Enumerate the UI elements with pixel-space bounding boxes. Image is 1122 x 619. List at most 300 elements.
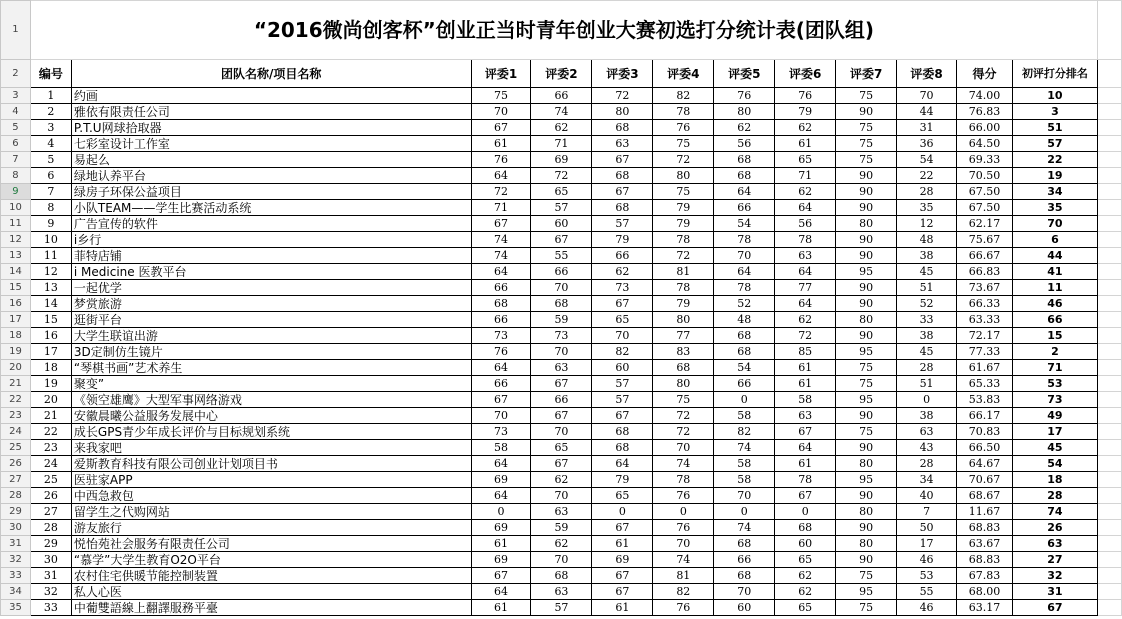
row-header[interactable]: 25 bbox=[1, 440, 31, 456]
cell-judge-5[interactable]: 0 bbox=[714, 504, 775, 520]
cell-rank[interactable]: 3 bbox=[1012, 104, 1097, 120]
cell-judge-6[interactable]: 76 bbox=[775, 88, 836, 104]
cell-judge-6[interactable]: 62 bbox=[775, 584, 836, 600]
cell-judge-5[interactable]: 52 bbox=[714, 296, 775, 312]
cell-judge-8[interactable]: 22 bbox=[897, 168, 957, 184]
cell-judge-6[interactable]: 60 bbox=[775, 536, 836, 552]
cell-id[interactable]: 12 bbox=[30, 264, 71, 280]
cell-judge-1[interactable]: 76 bbox=[471, 152, 531, 168]
cell-judge-4[interactable]: 76 bbox=[653, 120, 714, 136]
cell-score[interactable]: 69.33 bbox=[957, 152, 1013, 168]
empty-cell[interactable] bbox=[1097, 248, 1121, 264]
cell-judge-4[interactable]: 72 bbox=[653, 408, 714, 424]
cell-judge-5[interactable]: 76 bbox=[714, 88, 775, 104]
cell-judge-5[interactable]: 70 bbox=[714, 584, 775, 600]
cell-judge-2[interactable]: 67 bbox=[531, 376, 592, 392]
cell-judge-5[interactable]: 60 bbox=[714, 600, 775, 616]
cell-judge-8[interactable]: 54 bbox=[897, 152, 957, 168]
cell-judge-1[interactable]: 64 bbox=[471, 488, 531, 504]
cell-score[interactable]: 53.83 bbox=[957, 392, 1013, 408]
cell-id[interactable]: 13 bbox=[30, 280, 71, 296]
row-header[interactable]: 19 bbox=[1, 344, 31, 360]
cell-judge-2[interactable]: 62 bbox=[531, 536, 592, 552]
cell-id[interactable]: 10 bbox=[30, 232, 71, 248]
cell-score[interactable]: 63.33 bbox=[957, 312, 1013, 328]
cell-id[interactable]: 23 bbox=[30, 440, 71, 456]
cell-judge-4[interactable]: 82 bbox=[653, 584, 714, 600]
cell-judge-4[interactable]: 80 bbox=[653, 376, 714, 392]
cell-judge-3[interactable]: 67 bbox=[592, 568, 653, 584]
cell-score[interactable]: 66.50 bbox=[957, 440, 1013, 456]
cell-judge-2[interactable]: 63 bbox=[531, 504, 592, 520]
cell-score[interactable]: 65.33 bbox=[957, 376, 1013, 392]
cell-judge-4[interactable]: 81 bbox=[653, 568, 714, 584]
cell-judge-3[interactable]: 68 bbox=[592, 200, 653, 216]
cell-judge-5[interactable]: 68 bbox=[714, 152, 775, 168]
cell-judge-1[interactable]: 73 bbox=[471, 328, 531, 344]
cell-judge-4[interactable]: 81 bbox=[653, 264, 714, 280]
column-header-judge-7[interactable]: 评委7 bbox=[836, 60, 897, 88]
cell-judge-6[interactable]: 62 bbox=[775, 568, 836, 584]
cell-judge-4[interactable]: 78 bbox=[653, 104, 714, 120]
cell-judge-3[interactable]: 69 bbox=[592, 552, 653, 568]
cell-rank[interactable]: 45 bbox=[1012, 440, 1097, 456]
cell-judge-8[interactable]: 53 bbox=[897, 568, 957, 584]
cell-judge-8[interactable]: 40 bbox=[897, 488, 957, 504]
cell-judge-1[interactable]: 74 bbox=[471, 232, 531, 248]
cell-judge-8[interactable]: 28 bbox=[897, 456, 957, 472]
cell-id[interactable]: 7 bbox=[30, 184, 71, 200]
row-header[interactable]: 15 bbox=[1, 280, 31, 296]
empty-cell[interactable] bbox=[1097, 568, 1121, 584]
cell-judge-1[interactable]: 76 bbox=[471, 344, 531, 360]
cell-judge-1[interactable]: 70 bbox=[471, 408, 531, 424]
cell-judge-3[interactable]: 64 bbox=[592, 456, 653, 472]
row-header[interactable]: 17 bbox=[1, 312, 31, 328]
row-header[interactable]: 20 bbox=[1, 360, 31, 376]
cell-judge-3[interactable]: 72 bbox=[592, 88, 653, 104]
cell-rank[interactable]: 63 bbox=[1012, 536, 1097, 552]
cell-judge-8[interactable]: 52 bbox=[897, 296, 957, 312]
cell-judge-6[interactable]: 61 bbox=[775, 360, 836, 376]
cell-judge-7[interactable]: 80 bbox=[836, 536, 897, 552]
cell-id[interactable]: 2 bbox=[30, 104, 71, 120]
cell-judge-7[interactable]: 95 bbox=[836, 264, 897, 280]
cell-judge-7[interactable]: 90 bbox=[836, 552, 897, 568]
cell-judge-2[interactable]: 55 bbox=[531, 248, 592, 264]
cell-rank[interactable]: 28 bbox=[1012, 488, 1097, 504]
cell-judge-1[interactable]: 58 bbox=[471, 440, 531, 456]
cell-judge-3[interactable]: 80 bbox=[592, 104, 653, 120]
empty-cell[interactable] bbox=[1097, 520, 1121, 536]
cell-judge-1[interactable]: 68 bbox=[471, 296, 531, 312]
cell-judge-1[interactable]: 69 bbox=[471, 552, 531, 568]
cell-judge-2[interactable]: 67 bbox=[531, 232, 592, 248]
cell-judge-3[interactable]: 79 bbox=[592, 232, 653, 248]
empty-cell[interactable] bbox=[1097, 440, 1121, 456]
cell-judge-3[interactable]: 57 bbox=[592, 216, 653, 232]
empty-cell[interactable] bbox=[1097, 424, 1121, 440]
cell-judge-8[interactable]: 45 bbox=[897, 344, 957, 360]
cell-judge-5[interactable]: 68 bbox=[714, 536, 775, 552]
cell-rank[interactable]: 17 bbox=[1012, 424, 1097, 440]
cell-judge-4[interactable]: 80 bbox=[653, 168, 714, 184]
cell-judge-8[interactable]: 45 bbox=[897, 264, 957, 280]
cell-judge-7[interactable]: 95 bbox=[836, 584, 897, 600]
cell-judge-3[interactable]: 0 bbox=[592, 504, 653, 520]
cell-score[interactable]: 68.67 bbox=[957, 488, 1013, 504]
cell-team-name[interactable]: 七彩室设计工作室 bbox=[71, 136, 471, 152]
cell-judge-6[interactable]: 62 bbox=[775, 312, 836, 328]
cell-judge-1[interactable]: 64 bbox=[471, 264, 531, 280]
row-header[interactable]: 27 bbox=[1, 472, 31, 488]
cell-judge-1[interactable]: 66 bbox=[471, 280, 531, 296]
empty-cell[interactable] bbox=[1097, 584, 1121, 600]
cell-id[interactable]: 5 bbox=[30, 152, 71, 168]
cell-score[interactable]: 67.50 bbox=[957, 184, 1013, 200]
cell-judge-1[interactable]: 75 bbox=[471, 88, 531, 104]
empty-cell[interactable] bbox=[1097, 312, 1121, 328]
cell-judge-7[interactable]: 75 bbox=[836, 88, 897, 104]
cell-judge-4[interactable]: 80 bbox=[653, 312, 714, 328]
cell-judge-8[interactable]: 51 bbox=[897, 280, 957, 296]
cell-judge-5[interactable]: 58 bbox=[714, 472, 775, 488]
cell-judge-2[interactable]: 62 bbox=[531, 472, 592, 488]
cell-judge-1[interactable]: 67 bbox=[471, 120, 531, 136]
cell-judge-3[interactable]: 61 bbox=[592, 600, 653, 616]
cell-id[interactable]: 18 bbox=[30, 360, 71, 376]
row-header[interactable]: 14 bbox=[1, 264, 31, 280]
cell-score[interactable]: 67.83 bbox=[957, 568, 1013, 584]
row-header[interactable]: 10 bbox=[1, 200, 31, 216]
cell-judge-8[interactable]: 38 bbox=[897, 248, 957, 264]
cell-judge-4[interactable]: 78 bbox=[653, 472, 714, 488]
cell-judge-3[interactable]: 62 bbox=[592, 264, 653, 280]
empty-cell[interactable] bbox=[1097, 136, 1121, 152]
cell-judge-3[interactable]: 57 bbox=[592, 392, 653, 408]
cell-judge-1[interactable]: 70 bbox=[471, 104, 531, 120]
cell-team-name[interactable]: “慕学”大学生教育O2O平台 bbox=[71, 552, 471, 568]
cell-team-name[interactable]: 一起优学 bbox=[71, 280, 471, 296]
empty-cell[interactable] bbox=[1097, 120, 1121, 136]
empty-cell[interactable] bbox=[1097, 60, 1121, 88]
cell-team-name[interactable]: 绿房子环保公益项目 bbox=[71, 184, 471, 200]
cell-id[interactable]: 31 bbox=[30, 568, 71, 584]
cell-rank[interactable]: 57 bbox=[1012, 136, 1097, 152]
cell-judge-4[interactable]: 76 bbox=[653, 520, 714, 536]
cell-team-name[interactable]: 聚变” bbox=[71, 376, 471, 392]
cell-rank[interactable]: 66 bbox=[1012, 312, 1097, 328]
cell-judge-4[interactable]: 77 bbox=[653, 328, 714, 344]
cell-team-name[interactable]: 农村住宅供暖节能控制装置 bbox=[71, 568, 471, 584]
cell-id[interactable]: 27 bbox=[30, 504, 71, 520]
cell-judge-3[interactable]: 57 bbox=[592, 376, 653, 392]
cell-score[interactable]: 72.17 bbox=[957, 328, 1013, 344]
empty-cell[interactable] bbox=[1097, 360, 1121, 376]
cell-judge-2[interactable]: 68 bbox=[531, 296, 592, 312]
cell-judge-7[interactable]: 80 bbox=[836, 216, 897, 232]
row-header[interactable]: 3 bbox=[1, 88, 31, 104]
cell-team-name[interactable]: 3D定制仿生镜片 bbox=[71, 344, 471, 360]
cell-judge-2[interactable]: 66 bbox=[531, 392, 592, 408]
cell-judge-8[interactable]: 46 bbox=[897, 552, 957, 568]
empty-cell[interactable] bbox=[1097, 536, 1121, 552]
row-header[interactable]: 1 bbox=[1, 1, 31, 60]
cell-team-name[interactable]: 小队TEAM——学生比赛活动系统 bbox=[71, 200, 471, 216]
cell-judge-2[interactable]: 66 bbox=[531, 264, 592, 280]
cell-judge-7[interactable]: 95 bbox=[836, 392, 897, 408]
cell-judge-6[interactable]: 62 bbox=[775, 120, 836, 136]
empty-cell[interactable] bbox=[1097, 280, 1121, 296]
cell-judge-6[interactable]: 62 bbox=[775, 184, 836, 200]
cell-judge-7[interactable]: 95 bbox=[836, 472, 897, 488]
cell-judge-4[interactable]: 78 bbox=[653, 232, 714, 248]
cell-score[interactable]: 68.83 bbox=[957, 520, 1013, 536]
cell-judge-5[interactable]: 66 bbox=[714, 376, 775, 392]
cell-judge-4[interactable]: 72 bbox=[653, 152, 714, 168]
cell-rank[interactable]: 44 bbox=[1012, 248, 1097, 264]
cell-judge-2[interactable]: 59 bbox=[531, 312, 592, 328]
column-header-judge-1[interactable]: 评委1 bbox=[471, 60, 531, 88]
row-header[interactable]: 18 bbox=[1, 328, 31, 344]
cell-rank[interactable]: 74 bbox=[1012, 504, 1097, 520]
cell-judge-7[interactable]: 90 bbox=[836, 520, 897, 536]
cell-judge-6[interactable]: 64 bbox=[775, 200, 836, 216]
cell-judge-3[interactable]: 68 bbox=[592, 424, 653, 440]
cell-judge-8[interactable]: 38 bbox=[897, 328, 957, 344]
empty-cell[interactable] bbox=[1097, 408, 1121, 424]
cell-rank[interactable]: 46 bbox=[1012, 296, 1097, 312]
cell-rank[interactable]: 18 bbox=[1012, 472, 1097, 488]
cell-judge-4[interactable]: 79 bbox=[653, 200, 714, 216]
cell-judge-2[interactable]: 57 bbox=[531, 200, 592, 216]
cell-team-name[interactable]: 私人心医 bbox=[71, 584, 471, 600]
cell-judge-8[interactable]: 31 bbox=[897, 120, 957, 136]
cell-judge-8[interactable]: 46 bbox=[897, 600, 957, 616]
cell-judge-6[interactable]: 58 bbox=[775, 392, 836, 408]
cell-judge-4[interactable]: 75 bbox=[653, 184, 714, 200]
cell-score[interactable]: 75.67 bbox=[957, 232, 1013, 248]
cell-judge-6[interactable]: 77 bbox=[775, 280, 836, 296]
cell-rank[interactable]: 22 bbox=[1012, 152, 1097, 168]
cell-judge-1[interactable]: 69 bbox=[471, 472, 531, 488]
empty-cell[interactable] bbox=[1097, 328, 1121, 344]
cell-judge-5[interactable]: 80 bbox=[714, 104, 775, 120]
cell-judge-1[interactable]: 66 bbox=[471, 312, 531, 328]
cell-judge-2[interactable]: 59 bbox=[531, 520, 592, 536]
cell-judge-1[interactable]: 61 bbox=[471, 136, 531, 152]
cell-id[interactable]: 29 bbox=[30, 536, 71, 552]
column-header-judge-6[interactable]: 评委6 bbox=[775, 60, 836, 88]
cell-team-name[interactable]: “琴棋书画”艺术养生 bbox=[71, 360, 471, 376]
row-header[interactable]: 26 bbox=[1, 456, 31, 472]
cell-judge-5[interactable]: 48 bbox=[714, 312, 775, 328]
cell-id[interactable]: 3 bbox=[30, 120, 71, 136]
cell-judge-3[interactable]: 67 bbox=[592, 520, 653, 536]
column-header-judge-2[interactable]: 评委2 bbox=[531, 60, 592, 88]
row-header[interactable]: 8 bbox=[1, 168, 31, 184]
cell-judge-4[interactable]: 72 bbox=[653, 424, 714, 440]
cell-judge-4[interactable]: 75 bbox=[653, 136, 714, 152]
cell-team-name[interactable]: i Medicine 医教平台 bbox=[71, 264, 471, 280]
cell-judge-2[interactable]: 72 bbox=[531, 168, 592, 184]
cell-rank[interactable]: 31 bbox=[1012, 584, 1097, 600]
cell-score[interactable]: 66.67 bbox=[957, 248, 1013, 264]
row-header[interactable]: 22 bbox=[1, 392, 31, 408]
cell-judge-7[interactable]: 75 bbox=[836, 152, 897, 168]
empty-cell[interactable] bbox=[1097, 296, 1121, 312]
row-header[interactable]: 32 bbox=[1, 552, 31, 568]
cell-judge-8[interactable]: 55 bbox=[897, 584, 957, 600]
cell-judge-6[interactable]: 79 bbox=[775, 104, 836, 120]
cell-judge-7[interactable]: 75 bbox=[836, 360, 897, 376]
cell-judge-2[interactable]: 71 bbox=[531, 136, 592, 152]
cell-judge-6[interactable]: 67 bbox=[775, 424, 836, 440]
cell-judge-4[interactable]: 76 bbox=[653, 488, 714, 504]
cell-judge-6[interactable]: 65 bbox=[775, 552, 836, 568]
cell-judge-2[interactable]: 68 bbox=[531, 568, 592, 584]
cell-judge-2[interactable]: 66 bbox=[531, 88, 592, 104]
cell-judge-6[interactable]: 64 bbox=[775, 440, 836, 456]
cell-judge-8[interactable]: 63 bbox=[897, 424, 957, 440]
cell-judge-5[interactable]: 56 bbox=[714, 136, 775, 152]
cell-judge-4[interactable]: 0 bbox=[653, 504, 714, 520]
cell-judge-8[interactable]: 50 bbox=[897, 520, 957, 536]
cell-judge-3[interactable]: 67 bbox=[592, 408, 653, 424]
cell-judge-7[interactable]: 75 bbox=[836, 376, 897, 392]
cell-judge-1[interactable]: 72 bbox=[471, 184, 531, 200]
cell-judge-7[interactable]: 90 bbox=[836, 280, 897, 296]
cell-judge-2[interactable]: 63 bbox=[531, 360, 592, 376]
empty-cell[interactable] bbox=[1097, 184, 1121, 200]
cell-judge-4[interactable]: 76 bbox=[653, 600, 714, 616]
cell-judge-6[interactable]: 61 bbox=[775, 136, 836, 152]
cell-judge-4[interactable]: 74 bbox=[653, 552, 714, 568]
row-header[interactable]: 21 bbox=[1, 376, 31, 392]
cell-judge-8[interactable]: 17 bbox=[897, 536, 957, 552]
cell-team-name[interactable]: 游友旅行 bbox=[71, 520, 471, 536]
cell-judge-6[interactable]: 65 bbox=[775, 600, 836, 616]
cell-judge-1[interactable]: 61 bbox=[471, 600, 531, 616]
cell-team-name[interactable]: 爱斯教育科技有限公司创业计划项目书 bbox=[71, 456, 471, 472]
cell-judge-6[interactable]: 72 bbox=[775, 328, 836, 344]
cell-team-name[interactable]: 大学生联谊出游 bbox=[71, 328, 471, 344]
empty-cell[interactable] bbox=[1097, 216, 1121, 232]
cell-judge-6[interactable]: 63 bbox=[775, 408, 836, 424]
cell-judge-5[interactable]: 54 bbox=[714, 216, 775, 232]
cell-score[interactable]: 64.50 bbox=[957, 136, 1013, 152]
cell-judge-2[interactable]: 62 bbox=[531, 120, 592, 136]
cell-judge-5[interactable]: 74 bbox=[714, 440, 775, 456]
cell-score[interactable]: 61.67 bbox=[957, 360, 1013, 376]
cell-judge-1[interactable]: 64 bbox=[471, 168, 531, 184]
cell-judge-7[interactable]: 90 bbox=[836, 296, 897, 312]
cell-id[interactable]: 30 bbox=[30, 552, 71, 568]
cell-judge-2[interactable]: 70 bbox=[531, 280, 592, 296]
cell-id[interactable]: 8 bbox=[30, 200, 71, 216]
cell-judge-5[interactable]: 82 bbox=[714, 424, 775, 440]
cell-judge-3[interactable]: 82 bbox=[592, 344, 653, 360]
cell-judge-3[interactable]: 60 bbox=[592, 360, 653, 376]
cell-team-name[interactable]: 菲特店铺 bbox=[71, 248, 471, 264]
sheet-title[interactable]: “2016微尚创客杯”创业正当时青年创业大赛初选打分统计表(团队组) bbox=[30, 1, 1097, 60]
cell-judge-7[interactable]: 90 bbox=[836, 232, 897, 248]
cell-judge-2[interactable]: 70 bbox=[531, 424, 592, 440]
cell-id[interactable]: 26 bbox=[30, 488, 71, 504]
cell-judge-4[interactable]: 79 bbox=[653, 216, 714, 232]
cell-judge-8[interactable]: 0 bbox=[897, 392, 957, 408]
row-header[interactable]: 24 bbox=[1, 424, 31, 440]
cell-score[interactable]: 66.17 bbox=[957, 408, 1013, 424]
cell-judge-4[interactable]: 78 bbox=[653, 280, 714, 296]
cell-judge-1[interactable]: 0 bbox=[471, 504, 531, 520]
empty-cell[interactable] bbox=[1097, 552, 1121, 568]
cell-id[interactable]: 19 bbox=[30, 376, 71, 392]
cell-judge-5[interactable]: 62 bbox=[714, 120, 775, 136]
empty-cell[interactable] bbox=[1097, 344, 1121, 360]
cell-judge-8[interactable]: 44 bbox=[897, 104, 957, 120]
cell-rank[interactable]: 51 bbox=[1012, 120, 1097, 136]
empty-cell[interactable] bbox=[1097, 472, 1121, 488]
cell-judge-2[interactable]: 70 bbox=[531, 488, 592, 504]
column-header-judge-3[interactable]: 评委3 bbox=[592, 60, 653, 88]
cell-judge-3[interactable]: 73 bbox=[592, 280, 653, 296]
cell-judge-6[interactable]: 68 bbox=[775, 520, 836, 536]
cell-team-name[interactable]: 悦怡苑社会服务有限责任公司 bbox=[71, 536, 471, 552]
cell-id[interactable]: 4 bbox=[30, 136, 71, 152]
cell-judge-5[interactable]: 68 bbox=[714, 568, 775, 584]
row-header[interactable]: 7 bbox=[1, 152, 31, 168]
cell-judge-4[interactable]: 74 bbox=[653, 456, 714, 472]
cell-judge-7[interactable]: 90 bbox=[836, 488, 897, 504]
empty-cell[interactable] bbox=[1097, 392, 1121, 408]
cell-judge-7[interactable]: 80 bbox=[836, 504, 897, 520]
cell-team-name[interactable]: 中葡雙語線上翻譯服務平臺 bbox=[71, 600, 471, 616]
empty-cell[interactable] bbox=[1097, 376, 1121, 392]
cell-rank[interactable]: 6 bbox=[1012, 232, 1097, 248]
empty-cell[interactable] bbox=[1097, 104, 1121, 120]
cell-team-name[interactable]: 医驻家APP bbox=[71, 472, 471, 488]
cell-judge-8[interactable]: 28 bbox=[897, 184, 957, 200]
cell-score[interactable]: 77.33 bbox=[957, 344, 1013, 360]
cell-id[interactable]: 9 bbox=[30, 216, 71, 232]
cell-rank[interactable]: 2 bbox=[1012, 344, 1097, 360]
cell-judge-2[interactable]: 60 bbox=[531, 216, 592, 232]
cell-rank[interactable]: 54 bbox=[1012, 456, 1097, 472]
cell-judge-5[interactable]: 66 bbox=[714, 552, 775, 568]
empty-cell[interactable] bbox=[1097, 488, 1121, 504]
cell-team-name[interactable]: P.T.U网球拾取器 bbox=[71, 120, 471, 136]
row-header[interactable]: 11 bbox=[1, 216, 31, 232]
cell-judge-7[interactable]: 75 bbox=[836, 600, 897, 616]
cell-judge-3[interactable]: 61 bbox=[592, 536, 653, 552]
cell-judge-7[interactable]: 75 bbox=[836, 424, 897, 440]
cell-judge-4[interactable]: 83 bbox=[653, 344, 714, 360]
row-header[interactable]: 30 bbox=[1, 520, 31, 536]
cell-judge-7[interactable]: 80 bbox=[836, 456, 897, 472]
cell-team-name[interactable]: 成长GPS青少年成长评价与目标规划系统 bbox=[71, 424, 471, 440]
row-header[interactable]: 12 bbox=[1, 232, 31, 248]
empty-cell[interactable] bbox=[1097, 232, 1121, 248]
cell-judge-6[interactable]: 78 bbox=[775, 232, 836, 248]
cell-judge-1[interactable]: 73 bbox=[471, 424, 531, 440]
cell-id[interactable]: 11 bbox=[30, 248, 71, 264]
cell-rank[interactable]: 15 bbox=[1012, 328, 1097, 344]
column-header-judge-4[interactable]: 评委4 bbox=[653, 60, 714, 88]
cell-rank[interactable]: 70 bbox=[1012, 216, 1097, 232]
cell-judge-7[interactable]: 75 bbox=[836, 568, 897, 584]
cell-judge-3[interactable]: 67 bbox=[592, 152, 653, 168]
